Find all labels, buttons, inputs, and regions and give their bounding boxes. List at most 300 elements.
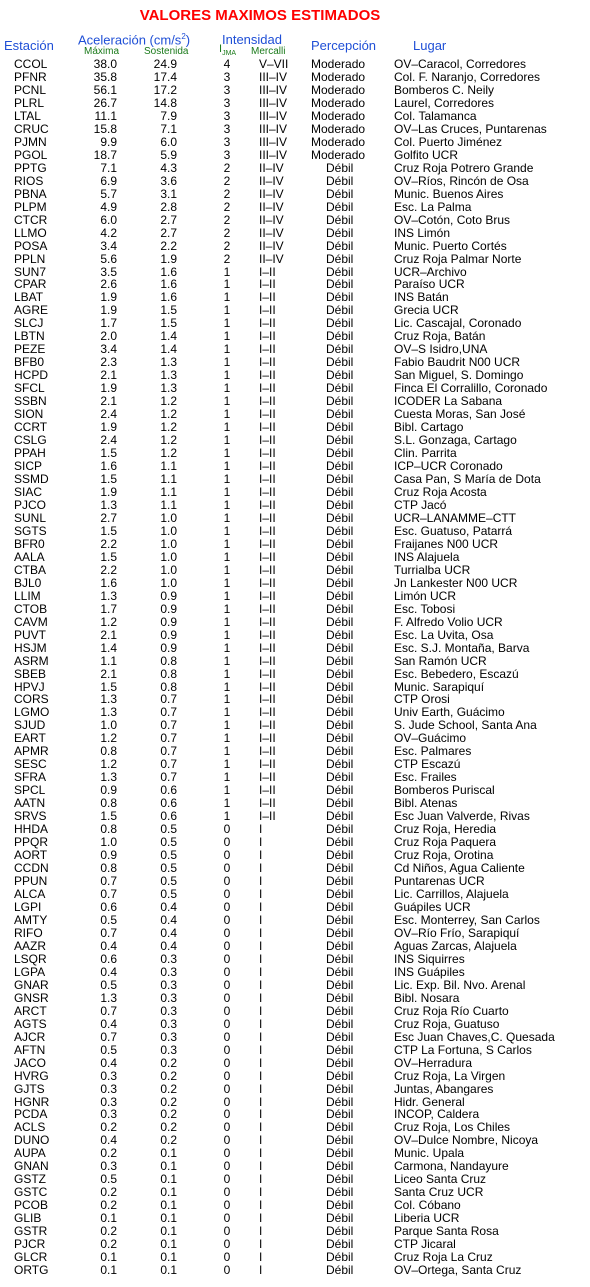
ijma-intensity: 0 xyxy=(223,1172,231,1187)
mercalli-intensity: I xyxy=(259,964,263,979)
mercalli-intensity: I xyxy=(259,848,263,863)
perception: Moderado xyxy=(311,147,366,162)
sustained-acceleration: 1.0 xyxy=(160,562,177,577)
mercalli-intensity: I–II xyxy=(259,420,276,435)
station-code: CTCR xyxy=(14,212,48,227)
location: Hidr. General xyxy=(394,1094,465,1109)
mercalli-intensity: I–II xyxy=(259,303,276,318)
station-code: PEZE xyxy=(14,342,46,357)
location: Esc. Guatuso, Patarrá xyxy=(394,523,513,538)
station-code: CAVM xyxy=(14,614,48,629)
station-code: POSA xyxy=(14,238,48,253)
table-row xyxy=(0,512,590,525)
perception: Débil xyxy=(326,705,354,720)
table-row xyxy=(0,1031,590,1044)
sustained-acceleration: 17.4 xyxy=(153,69,177,84)
location: OV–Cotón, Coto Brus xyxy=(394,212,511,227)
sustained-acceleration: 3.6 xyxy=(160,173,177,188)
ijma-intensity: 1 xyxy=(223,303,231,318)
perception: Débil xyxy=(326,484,354,499)
mercalli-intensity: I–II xyxy=(259,355,276,370)
mercalli-intensity: I–II xyxy=(259,536,276,551)
table-row xyxy=(0,810,590,823)
max-acceleration: 0.8 xyxy=(100,796,117,811)
ijma-intensity: 1 xyxy=(223,523,231,538)
max-acceleration: 0.5 xyxy=(100,977,117,992)
mercalli-intensity: I–II xyxy=(259,731,276,746)
max-acceleration: 1.9 xyxy=(100,303,117,318)
station-code: EART xyxy=(14,731,46,746)
perception: Moderado xyxy=(311,82,366,97)
max-acceleration: 1.6 xyxy=(100,459,117,474)
table-row xyxy=(0,992,590,1005)
mercalli-intensity: III–IV xyxy=(259,108,288,123)
perception: Débil xyxy=(326,861,354,876)
ijma-intensity: 1 xyxy=(223,459,231,474)
sustained-acceleration: 1.6 xyxy=(160,264,177,279)
max-acceleration: 1.9 xyxy=(100,381,117,396)
perception: Débil xyxy=(326,912,354,927)
station-code: AALA xyxy=(14,549,45,564)
max-acceleration: 0.7 xyxy=(100,887,117,901)
mercalli-intensity: III–IV xyxy=(259,82,288,97)
sustained-acceleration: 0.2 xyxy=(160,1055,177,1070)
ijma-intensity: 1 xyxy=(223,368,231,383)
sustained-acceleration: 0.2 xyxy=(160,1081,177,1096)
ijma-intensity: 1 xyxy=(223,562,231,577)
mercalli-intensity: I–II xyxy=(259,770,276,785)
perception: Débil xyxy=(326,783,354,798)
ijma-intensity: 1 xyxy=(223,497,231,512)
sustained-acceleration: 1.1 xyxy=(160,484,177,499)
perception: Moderado xyxy=(311,69,366,84)
table-row xyxy=(0,1173,590,1186)
sustained-acceleration: 1.3 xyxy=(160,381,177,396)
location: Esc. La Uvita, Osa xyxy=(394,627,494,642)
ijma-intensity: 0 xyxy=(223,1159,231,1174)
station-code: AATN xyxy=(14,796,46,811)
header-maxima: Máxima xyxy=(84,46,120,57)
max-acceleration: 1.2 xyxy=(100,614,117,629)
ijma-intensity: 1 xyxy=(223,588,231,603)
ijma-intensity: 0 xyxy=(223,1003,231,1018)
perception: Débil xyxy=(326,874,354,889)
perception: Débil xyxy=(326,822,354,837)
perception: Débil xyxy=(326,977,354,992)
max-acceleration: 3.5 xyxy=(100,264,117,279)
perception: Débil xyxy=(326,549,354,564)
ijma-intensity: 3 xyxy=(223,108,231,123)
ijma-intensity: 1 xyxy=(223,510,231,525)
mercalli-intensity: I–II xyxy=(259,497,276,512)
location: Esc. La Palma xyxy=(394,199,472,214)
table-row xyxy=(0,784,590,797)
perception: Débil xyxy=(326,1094,354,1109)
station-code: HHDA xyxy=(14,822,49,837)
perception: Débil xyxy=(326,575,354,590)
max-acceleration: 1.4 xyxy=(100,640,117,655)
perception: Débil xyxy=(326,1237,354,1252)
page-title: VALORES MAXIMOS ESTIMADOS xyxy=(139,7,381,24)
max-acceleration: 18.7 xyxy=(93,147,117,162)
location: Grecia UCR xyxy=(394,303,459,318)
station-code: AUPA xyxy=(14,1146,46,1161)
mercalli-intensity: I–II xyxy=(259,433,276,448)
ijma-intensity: 1 xyxy=(223,653,231,668)
mercalli-intensity: I xyxy=(259,1198,263,1213)
perception: Débil xyxy=(326,368,354,383)
ijma-intensity: 1 xyxy=(223,731,231,746)
mercalli-intensity: II–IV xyxy=(259,251,284,266)
table-row xyxy=(0,266,590,279)
table-row xyxy=(0,655,590,668)
perception: Débil xyxy=(326,1146,354,1161)
perception: Débil xyxy=(326,627,354,642)
location: Clin. Parrita xyxy=(394,446,457,461)
sustained-acceleration: 0.2 xyxy=(160,1068,177,1083)
mercalli-intensity: I–II xyxy=(259,614,276,629)
mercalli-intensity: I xyxy=(259,990,263,1005)
table-row xyxy=(0,732,590,745)
station-code: GLCR xyxy=(14,1250,48,1265)
table-row xyxy=(0,1070,590,1083)
perception: Débil xyxy=(326,523,354,538)
ijma-intensity: 0 xyxy=(223,990,231,1005)
sustained-acceleration: 1.1 xyxy=(160,497,177,512)
station-code: PPTG xyxy=(14,160,47,175)
ijma-intensity: 1 xyxy=(223,472,231,486)
sustained-acceleration: 0.5 xyxy=(160,887,177,901)
table-row xyxy=(0,1134,590,1147)
table-row xyxy=(0,1238,590,1251)
sustained-acceleration: 24.9 xyxy=(153,57,177,71)
max-acceleration: 0.4 xyxy=(100,964,117,979)
max-acceleration: 0.4 xyxy=(100,1133,117,1148)
max-acceleration: 2.3 xyxy=(100,355,117,370)
mercalli-intensity: I–II xyxy=(259,394,276,409)
perception: Débil xyxy=(326,757,354,772)
max-acceleration: 0.7 xyxy=(100,1029,117,1044)
perception: Débil xyxy=(326,160,354,175)
sustained-acceleration: 0.9 xyxy=(160,640,177,655)
table-row xyxy=(0,1264,590,1277)
sustained-acceleration: 7.9 xyxy=(160,108,177,123)
table-row xyxy=(0,291,590,304)
mercalli-intensity: I xyxy=(259,1146,263,1161)
perception: Débil xyxy=(326,925,354,940)
mercalli-intensity: I xyxy=(259,1250,263,1265)
sustained-acceleration: 0.2 xyxy=(160,1094,177,1109)
ijma-intensity: 0 xyxy=(223,1016,231,1031)
ijma-intensity: 0 xyxy=(223,899,231,914)
table-row xyxy=(0,525,590,538)
perception: Débil xyxy=(326,1250,354,1265)
sustained-acceleration: 7.1 xyxy=(160,121,177,136)
sustained-acceleration: 1.0 xyxy=(160,549,177,564)
max-acceleration: 0.5 xyxy=(100,1172,117,1187)
mercalli-intensity: I–II xyxy=(259,264,276,279)
location: Cruz Roja, Heredia xyxy=(394,822,497,837)
sustained-acceleration: 0.1 xyxy=(160,1263,177,1278)
location: Casa Pan, S María de Dota xyxy=(394,472,541,486)
table-row xyxy=(0,1199,590,1212)
location: INS Alajuela xyxy=(394,549,460,564)
location: Cruz Roja Río Cuarto xyxy=(394,1003,509,1018)
mercalli-intensity: I–II xyxy=(259,549,276,564)
max-acceleration: 9.9 xyxy=(100,134,117,149)
sustained-acceleration: 0.8 xyxy=(160,653,177,668)
perception: Débil xyxy=(326,731,354,746)
location: Puntarenas UCR xyxy=(394,874,485,889)
location: Cruz Roja, La Virgen xyxy=(394,1068,506,1083)
location: Lic. Exp. Bil. Nvo. Arenal xyxy=(394,977,526,992)
max-acceleration: 1.3 xyxy=(100,705,117,720)
location: Cruz Roja, Batán xyxy=(394,329,486,344)
mercalli-intensity: I–II xyxy=(259,705,276,720)
max-acceleration: 2.1 xyxy=(100,666,117,681)
max-acceleration: 2.1 xyxy=(100,368,117,383)
station-code: AMTY xyxy=(14,912,48,927)
perception: Débil xyxy=(326,1055,354,1070)
perception: Débil xyxy=(326,355,354,370)
mercalli-intensity: I xyxy=(259,835,263,850)
perception: Débil xyxy=(326,718,354,733)
max-acceleration: 2.4 xyxy=(100,433,117,448)
location: Paraíso UCR xyxy=(394,277,465,292)
mercalli-intensity: I–II xyxy=(259,809,276,824)
max-acceleration: 1.5 xyxy=(100,809,117,824)
max-acceleration: 0.2 xyxy=(100,1146,117,1161)
station-code: PPQR xyxy=(14,835,49,850)
perception: Débil xyxy=(326,990,354,1005)
location: OV–Herradura xyxy=(394,1055,473,1070)
location: OV–Dulce Nombre, Nicoya xyxy=(394,1133,539,1148)
location: Esc Juan Valverde, Rivas xyxy=(394,809,530,824)
sustained-acceleration: 0.1 xyxy=(160,1211,177,1226)
perception: Débil xyxy=(326,497,354,512)
table-row xyxy=(0,473,590,486)
mercalli-intensity: III–IV xyxy=(259,69,288,84)
sustained-acceleration: 1.1 xyxy=(160,459,177,474)
location: Col. Talamanca xyxy=(394,108,477,123)
ijma-intensity: 1 xyxy=(223,692,231,707)
station-code: HCPD xyxy=(14,368,49,383)
mercalli-intensity: I xyxy=(259,1172,263,1187)
perception: Débil xyxy=(326,887,354,901)
location: Esc Juan Chaves,C. Quesada xyxy=(394,1029,555,1044)
mercalli-intensity: I–II xyxy=(259,653,276,668)
mercalli-intensity: I xyxy=(259,1185,263,1200)
perception: Débil xyxy=(326,381,354,396)
station-code: LSQR xyxy=(14,951,47,966)
location: Cruz Roja, Orotina xyxy=(394,848,494,863)
sustained-acceleration: 2.8 xyxy=(160,199,177,214)
perception: Débil xyxy=(326,212,354,227)
station-code: LGPA xyxy=(14,964,46,979)
ijma-intensity: 1 xyxy=(223,355,231,370)
table-row xyxy=(0,1225,590,1238)
sustained-acceleration: 2.7 xyxy=(160,225,177,240)
sustained-acceleration: 0.1 xyxy=(160,1224,177,1239)
station-code: RIOS xyxy=(14,173,44,188)
max-acceleration: 6.0 xyxy=(100,212,117,227)
sustained-acceleration: 0.9 xyxy=(160,601,177,616)
max-acceleration: 5.6 xyxy=(100,251,117,266)
perception: Débil xyxy=(326,964,354,979)
ijma-intensity: 1 xyxy=(223,640,231,655)
max-acceleration: 0.7 xyxy=(100,874,117,889)
sustained-acceleration: 1.0 xyxy=(160,575,177,590)
location: OV–Caracol, Corredores xyxy=(394,57,527,71)
mercalli-intensity: I–II xyxy=(259,588,276,603)
sustained-acceleration: 1.2 xyxy=(160,446,177,461)
station-code: LLMO xyxy=(14,225,47,240)
max-acceleration: 0.3 xyxy=(100,1068,117,1083)
header-aceleracion-label: Aceleración (cm/s xyxy=(78,32,182,48)
max-acceleration: 1.7 xyxy=(100,316,117,331)
station-code: SESC xyxy=(14,757,47,772)
location: Turrialba UCR xyxy=(394,562,471,577)
sustained-acceleration: 0.4 xyxy=(160,899,177,914)
ijma-intensity: 1 xyxy=(223,757,231,772)
mercalli-intensity: I xyxy=(259,1133,263,1148)
station-code: CPAR xyxy=(14,277,47,292)
sustained-acceleration: 0.5 xyxy=(160,861,177,876)
table-row xyxy=(0,745,590,758)
perception: Débil xyxy=(326,329,354,344)
sustained-acceleration: 0.2 xyxy=(160,1133,177,1148)
mercalli-intensity: V–VII xyxy=(259,57,289,71)
mercalli-intensity: II–IV xyxy=(259,238,284,253)
location: INS Guápiles xyxy=(394,964,465,979)
ijma-intensity: 1 xyxy=(223,809,231,824)
max-acceleration: 1.3 xyxy=(100,990,117,1005)
mercalli-intensity: I–II xyxy=(259,562,276,577)
mercalli-intensity: I–II xyxy=(259,627,276,642)
perception: Débil xyxy=(326,264,354,279)
location: INCOP, Caldera xyxy=(394,1107,480,1122)
location: Univ Earth, Guácimo xyxy=(394,705,505,720)
station-code: PLPM xyxy=(14,199,47,214)
sustained-acceleration: 0.6 xyxy=(160,809,177,824)
ijma-intensity: 0 xyxy=(223,1198,231,1213)
max-acceleration: 0.2 xyxy=(100,1237,117,1252)
perception: Débil xyxy=(326,770,354,785)
station-code: GNAR xyxy=(14,977,49,992)
sustained-acceleration: 0.1 xyxy=(160,1172,177,1187)
ijma-intensity: 1 xyxy=(223,407,231,422)
station-code: SUNL xyxy=(14,510,47,525)
location: Liberia UCR xyxy=(394,1211,460,1226)
perception: Débil xyxy=(326,407,354,422)
ijma-intensity: 0 xyxy=(223,874,231,889)
max-acceleration: 0.2 xyxy=(100,1198,117,1213)
mercalli-intensity: I–II xyxy=(259,796,276,811)
mercalli-intensity: I xyxy=(259,1237,263,1252)
mercalli-intensity: I–II xyxy=(259,718,276,733)
sustained-acceleration: 0.7 xyxy=(160,731,177,746)
table-row xyxy=(0,136,590,149)
station-code: CCOL xyxy=(14,57,48,71)
table-row xyxy=(0,1057,590,1070)
table-row xyxy=(0,1083,590,1096)
table-row xyxy=(0,551,590,564)
sustained-acceleration: 1.5 xyxy=(160,303,177,318)
sustained-acceleration: 0.8 xyxy=(160,666,177,681)
sustained-acceleration: 1.9 xyxy=(160,251,177,266)
station-code: AFTN xyxy=(14,1042,46,1057)
table-row xyxy=(0,538,590,551)
sustained-acceleration: 6.0 xyxy=(160,134,177,149)
max-acceleration: 56.1 xyxy=(93,82,117,97)
perception: Débil xyxy=(326,640,354,655)
perception: Débil xyxy=(326,1042,354,1057)
max-acceleration: 0.3 xyxy=(100,1159,117,1174)
sustained-acceleration: 1.0 xyxy=(160,536,177,551)
perception: Débil xyxy=(326,1263,354,1278)
sustained-acceleration: 0.4 xyxy=(160,938,177,953)
max-acceleration: 1.5 xyxy=(100,472,117,486)
max-acceleration: 38.0 xyxy=(93,57,117,71)
max-acceleration: 0.3 xyxy=(100,1107,117,1122)
table-row xyxy=(0,240,590,253)
ijma-intensity: 0 xyxy=(223,1107,231,1122)
ijma-intensity: 1 xyxy=(223,575,231,590)
sustained-acceleration: 1.2 xyxy=(160,433,177,448)
mercalli-intensity: I–II xyxy=(259,666,276,681)
perception: Débil xyxy=(326,238,354,253)
max-acceleration: 1.6 xyxy=(100,575,117,590)
mercalli-intensity: II–IV xyxy=(259,199,284,214)
location: Col. Puerto Jiménez xyxy=(394,134,503,149)
max-acceleration: 1.5 xyxy=(100,549,117,564)
header-intensidad: Intensidad xyxy=(222,32,282,47)
station-code: PPAH xyxy=(14,446,46,461)
table-row xyxy=(0,1212,590,1225)
mercalli-intensity: I–II xyxy=(259,407,276,422)
station-code: CSLG xyxy=(14,433,47,448)
location: Munic. Sarapiquí xyxy=(394,679,485,694)
table-row xyxy=(0,253,590,266)
location: San Miguel, S. Domingo xyxy=(394,368,524,383)
mercalli-intensity: III–IV xyxy=(259,147,288,162)
ijma-intensity: 0 xyxy=(223,951,231,966)
ijma-intensity: 2 xyxy=(223,160,231,175)
max-acceleration: 2.2 xyxy=(100,536,117,551)
ijma-intensity: 1 xyxy=(223,290,231,305)
station-code: PGOL xyxy=(14,147,48,162)
station-code: RIFO xyxy=(14,925,43,940)
max-acceleration: 11.1 xyxy=(94,108,117,123)
sustained-acceleration: 5.9 xyxy=(160,147,177,162)
mercalli-intensity: I xyxy=(259,1029,263,1044)
table-row xyxy=(0,940,590,953)
station-code: HGNR xyxy=(14,1094,50,1109)
perception: Débil xyxy=(326,536,354,551)
sustained-acceleration: 0.2 xyxy=(160,1107,177,1122)
table-row xyxy=(0,862,590,875)
max-acceleration: 4.9 xyxy=(100,199,117,214)
ijma-intensity: 0 xyxy=(223,1094,231,1109)
perception: Débil xyxy=(326,666,354,681)
header-estacion: Estación xyxy=(4,38,54,53)
sustained-acceleration: 0.3 xyxy=(160,1042,177,1057)
location: Liceo Santa Cruz xyxy=(394,1172,487,1187)
perception: Débil xyxy=(326,1185,354,1200)
mercalli-intensity: I xyxy=(259,977,263,992)
station-code: CCRT xyxy=(14,420,48,435)
station-code: JACO xyxy=(14,1055,47,1070)
